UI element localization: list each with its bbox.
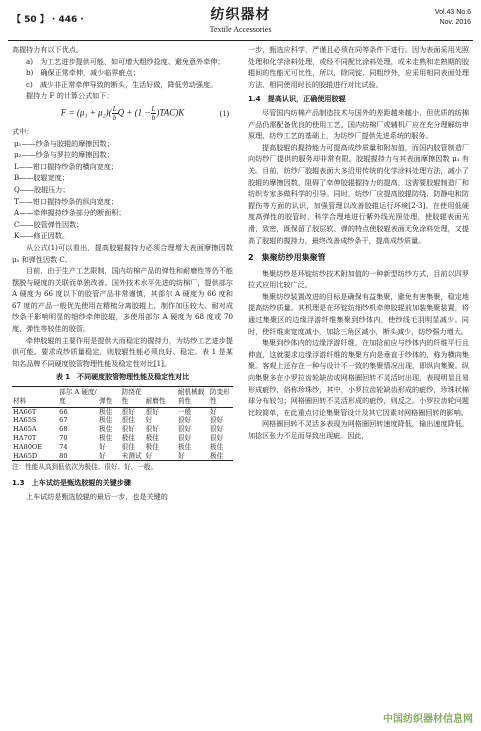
issue-date: Nov. 2016 [439, 19, 471, 26]
section-heading: 1.3 上车试纺是甄选胶辊的关键步骤 [12, 478, 131, 487]
definition-item: B——胶辊宽度； [14, 173, 69, 183]
section-heading: 2 集聚纺纱用集聚管 [248, 253, 326, 263]
definition-item: L——钳口握持纱条的横向宽度； [14, 161, 119, 171]
section-heading: 1.4 提高认识，正确使用胶辊 [248, 94, 346, 104]
paragraph: 从公式(1)可以看出，提高胶辊握持力必须合理增大表面摩擦因数 μ₁ 和弹性因数 C。 [12, 242, 233, 264]
column-header: 耐磨性 [145, 387, 177, 408]
definition-item: μ₁——纱条与胶辊的摩擦因数； [14, 138, 114, 148]
list-item: b) 确保正常牵伸，减少临界疵点； [26, 68, 140, 78]
journal-title-en: Textile Accessories [209, 25, 272, 34]
paragraph: 高握持力有以下优点。 [12, 45, 83, 54]
issue-info [435, 8, 471, 28]
paragraph: 目前，由于生产工艺限制，国内纺棉产品的弹性和耐磨性等仍不能摆脱与硬度的关联而单独改善。国外技术水平先进的纺棉厂，提供部尔 A 硬度为 66 度以下的胶管产品非常谨慎，其部尔 A 硬度为 66 度和 67 度的产品一般优先使用在精梳分离胶辊上，制作加压较大、耐对成纱条干影响明显的细纱牵伸胶辊，多使用部尔 A 硬度为 68 度或 70 度，弹性等较佳的胶管。 [12, 266, 233, 334]
list-item: c) 减少非正常牵伸导致的断头，生活好做，降低劳动强度。 [26, 79, 218, 89]
definition-item: A——牵伸握持纱条部分的断面积； [14, 208, 126, 218]
column-header: 防变形性 [209, 387, 233, 408]
column-header: 弹性 [98, 387, 121, 408]
table-note: 注：性能从高到低依次为极佳、很好、好、一般。 [12, 463, 158, 472]
table-row: HA70T 70 极佳 极佳 极佳 很好 很好 [13, 434, 224, 443]
data-table [12, 386, 233, 461]
paragraph: 网格圈回转不灵活多表现为网格圈回转速度降低，输出速度降低，加捻区张力不足而导致出现疵。因此， [248, 419, 469, 440]
volume-number: Vol.43 No.6 [434, 9, 471, 16]
paragraph: 握持力 F 的计算公式如下： [26, 91, 114, 101]
fraction: $\frac{L}{b}$ [151, 104, 156, 122]
table-row: HA66T 66 极佳 很好 很好 一般 好 [13, 407, 217, 416]
paragraph: 式中： [12, 126, 34, 136]
definition-item: μ₂——纱条与罗拉的摩擦因数； [14, 150, 114, 160]
table-row: HA80OE 74 好 很佳 极佳 极佳 极佳 [13, 442, 224, 451]
page-header [8, 4, 473, 38]
equation-number: (1) [219, 108, 229, 118]
left-column [12, 44, 233, 502]
table-header-row [12, 387, 233, 408]
column-header: 防绕花性 [121, 387, 145, 408]
column-header: 材料 [12, 387, 58, 408]
table-row: HA65S 67 极佳 很佳 好 很好 很好 [13, 416, 224, 425]
paragraph: 集聚纺纱装置改进的目标是确保有益集聚，避免有害集聚，稳定地提高纺纱质量。其机理是在环锭纺细纱机牵伸胶辊前加装集聚装置，将通过集聚区的边缘浮游纤维集聚到纱体内，使纱线毛羽明显减少。同时，使纤维束宽度减小，加捻三角区减小，断头减少，纺纱强力增大。 [248, 291, 469, 336]
page-number: 【 50 】 · 446 · [12, 15, 84, 25]
column-header: 耐机械载荷性 [177, 387, 209, 408]
equation: F = (μ₁ + μ₂)( $\frac{L}{b}$ Q + (1 − $\frac{L}{b}$ )TAC)K (1) [60, 104, 229, 122]
definition-item: Q——胶辊压力； [14, 184, 70, 194]
definition-item: T——钳口握持纱条的纵向宽度； [14, 196, 119, 206]
header-rule [8, 40, 473, 41]
paragraph: 集聚到纱体内的边缘浮游纤维，在加捻前应与纱体内的纤维平行且伸直，这就要求边缘浮游纤维的集聚方向是垂直于纱体的，称为横向集聚。客观上还存在一种与设计不一致的集聚情况出现，即纵向集聚。纵向集聚多在小罗拉齿轮缺齿或网格圈回转不灵活时出现，表现明显且易形成疵纱，俗称珍珠纱，其中，小罗拉齿轮缺齿形成的疵纱，珍珠状棉球分布较匀；网格圈回转不灵活形成的疵纱，则反之。小罗拉齿轮问题比较简单，在此重点讨论集聚管设计及其它因素对网格圈回转的影响。 [248, 338, 469, 417]
column-header: 部尔 A 硬度/度 [58, 387, 98, 408]
paragraph: 牵伸胶辊的主要作用是提供大而稳定的握持力，为纺纱工艺进步提供可能。要求成纱质量稳定，则胶辊性能必须良好、稳定。表 1 是某知名品牌不同硬度胶管物理性能及稳定性对比[1]。 [12, 335, 233, 368]
table-row: HA65A 68 极佳 很好 很好 很好 很好 [13, 425, 224, 434]
paragraph: 提高胶辊的握持能力可提高成纱质量和附加值，而国内胶管制造厂向纺纱厂提供的服务却非常有限。胶辊握持力与其表面摩擦因数 μ₁ 有关。目前，纺纱厂胶辊表面大多沿用传统的化学涂料处理方法，减小了胶辊的摩擦因数，阻碍了牵伸胶辊握持力的提高，这需要胶辊制造厂和纺织专家多做科学的引导。同时，纺纱厂应提高胶辊防绕、防静电和防握伤等方面的认识，加强管理以改善胶辊运行环境[2-3]。在使用低硬度高弹性的胶管时，科学合理地进行紫外线光照处理，使胶辊表面光滑、致密，既保留了胶层软、弹的特点使胶辊表面无免涂料处理，又提高了胶辊的握持力，最终改善成纱条干，提高成纱质量。 [248, 142, 469, 245]
right-column [248, 44, 469, 442]
journal-title-cn: 纺织器材 [210, 7, 271, 23]
table-caption: 表 1 不同硬度胶管物理性能及稳定性对比 [55, 373, 190, 382]
paragraph: 集聚纺纱是环锭纺纱技术附加值的一种新型纺纱方式，目前以四罗拉式应用比较广泛。 [248, 268, 469, 290]
journal-brand [8, 4, 473, 34]
paragraph: 尽管国内纺棉产品制造技术与国外的差距越来越小，但优质的纺棉产品仍需配备优良的使用工艺。国内纺棉厂或辅机厂应在充分理解纺申原理、纺纱工艺的基础上，为纺纱厂提供先进系统的服务。 [248, 107, 469, 141]
fraction: $\frac{L}{b}$ [112, 104, 117, 122]
list-item: a) 为工艺进步提供可能，如可增大粗纱捻度、避免意外牵伸； [26, 56, 225, 66]
watermark: 中国纺织器材信息网 [383, 714, 473, 725]
paragraph: 一步，甄选应科学，严谨且必须在同等条件下进行。因为表面采用光照处理和化学涂料处理，或经不同配比涂料处理，或未走熟和走熟期的胶辊间的性能无可比性，所以，除同锭、同粗纱外，应采用相同表面处理方法、相同使用时长的胶辊进行对比试验。 [248, 45, 469, 89]
paragraph: 上车试纺是甄选胶辊的最后一步，也是关键的 [26, 491, 168, 501]
definition-item: K——修正因数。 [14, 231, 69, 241]
table-row: HA65D 80 好 未测试 好 好 极佳 [12, 452, 233, 461]
definition-item: C——胶管弹性因数； [14, 219, 84, 229]
